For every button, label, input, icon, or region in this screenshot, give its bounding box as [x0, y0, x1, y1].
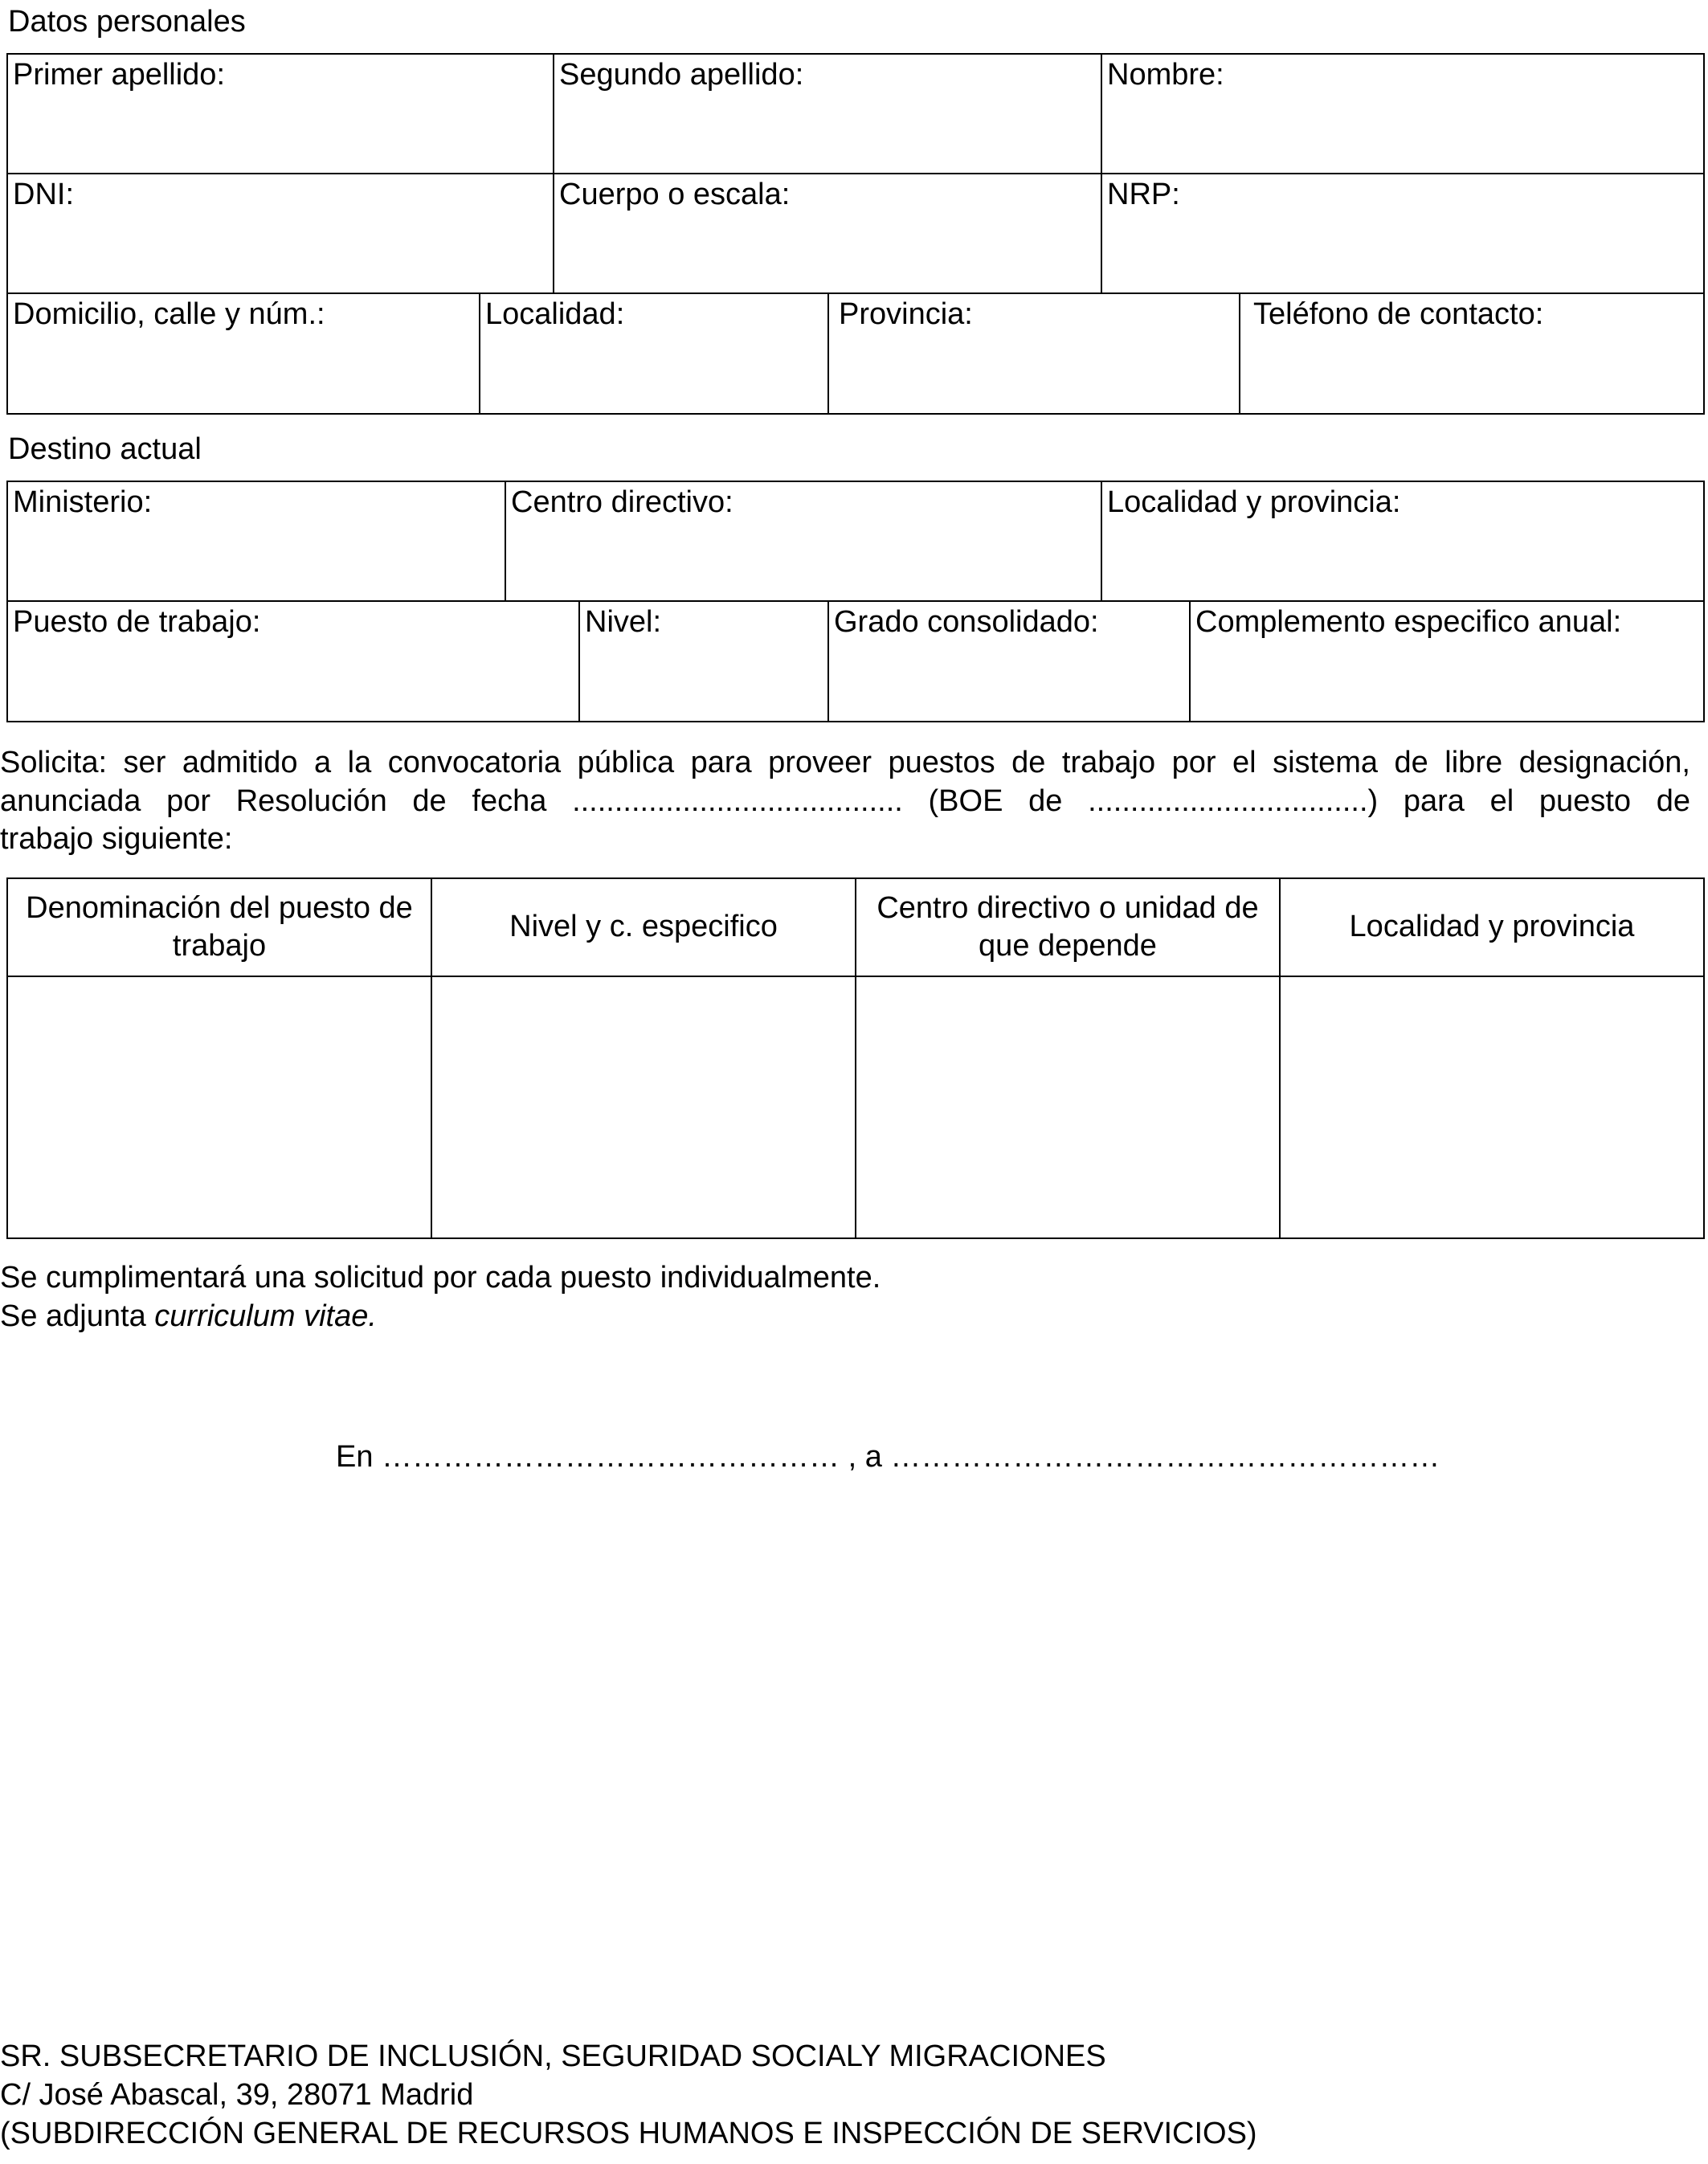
field-ministerio[interactable] — [6, 481, 506, 602]
table-header-localidad: Localidad y provincia — [1279, 877, 1705, 977]
field-label: Centro directivo: — [511, 485, 733, 519]
field-cuerpo-escala[interactable] — [553, 173, 1102, 294]
table-cell-nivel[interactable] — [431, 976, 856, 1239]
field-label: Puesto de trabajo: — [13, 605, 261, 639]
section-title-datos-personales: Datos personales — [8, 5, 246, 39]
field-nrp[interactable] — [1101, 173, 1705, 294]
field-grado-consolidado[interactable] — [827, 600, 1191, 722]
field-primer-apellido[interactable] — [6, 53, 554, 174]
field-label: Teléfono de contacto: — [1253, 297, 1544, 331]
table-cell-denominacion[interactable] — [6, 976, 432, 1239]
field-telefono[interactable] — [1239, 292, 1705, 415]
field-nombre[interactable] — [1101, 53, 1705, 174]
solicita-line-3: trabajo siguiente: — [0, 822, 233, 856]
field-label: Localidad: — [485, 297, 625, 331]
field-provincia[interactable] — [827, 292, 1240, 415]
field-complemento-especifico[interactable] — [1189, 600, 1705, 722]
table-header-nivel: Nivel y c. especifico — [431, 877, 856, 977]
solicita-line-2: anunciada por Resolución de fecha ....................................... (BOE de .................................) para el puesto de — [0, 783, 1690, 818]
field-label: Segundo apellido: — [559, 58, 804, 92]
field-label: Nombre: — [1107, 58, 1224, 92]
table-cell-centro[interactable] — [855, 976, 1281, 1239]
section-title-destino-actual: Destino actual — [8, 432, 202, 466]
field-label: Complemento especifico anual: — [1195, 605, 1622, 639]
lugar-fecha-line[interactable]: En ……………………………………… , a ……………………………………………… — [336, 1440, 1440, 1474]
field-segundo-apellido[interactable] — [553, 53, 1102, 174]
note-curriculum — [0, 1298, 377, 1336]
field-dni[interactable] — [6, 173, 554, 294]
field-label: Domicilio, calle y núm.: — [13, 297, 325, 331]
puesto-table — [6, 877, 1705, 1239]
table-header-denominacion: Denominación del puesto de trabajo — [6, 877, 432, 977]
field-label: Ministerio: — [13, 485, 153, 519]
field-label: Localidad y provincia: — [1107, 485, 1401, 519]
solicita-paragraph — [0, 744, 1690, 859]
field-centro-directivo[interactable] — [505, 481, 1102, 602]
field-label: DNI: — [13, 178, 74, 211]
solicita-line-1: Solicita: ser admitido a la convocatoria pública para proveer puestos de trabajo por el sistema de libre designación, — [0, 746, 1690, 779]
destinatario-cargo: SR. SUBSECRETARIO DE INCLUSIÓN, SEGURIDAD SOCIALY MIGRACIONES — [0, 2039, 1106, 2073]
field-label: Cuerpo o escala: — [559, 178, 791, 211]
field-localidad-provincia[interactable] — [1101, 481, 1705, 602]
field-label: Provincia: — [839, 297, 973, 331]
field-label: Nivel: — [585, 605, 662, 639]
field-localidad[interactable] — [479, 292, 829, 415]
note-solicitud-individual: Se cumplimentará una solicitud por cada puesto individualmente. — [0, 1261, 881, 1295]
destinatario-subdireccion: (SUBDIRECCIÓN GENERAL DE RECURSOS HUMANOS E INSPECCIÓN DE SERVICIOS) — [0, 2117, 1257, 2150]
field-label: Grado consolidado: — [834, 605, 1099, 639]
table-header-centro: Centro directivo o unidad de que depende — [855, 877, 1281, 977]
field-label: Primer apellido: — [13, 58, 225, 92]
field-nivel[interactable] — [578, 600, 829, 722]
note-curriculum-italic: curriculum vitae. — [154, 1299, 377, 1333]
field-domicilio[interactable] — [6, 292, 480, 415]
field-label: NRP: — [1107, 178, 1180, 211]
table-cell-localidad[interactable] — [1279, 976, 1705, 1239]
destinatario-direccion: C/ José Abascal, 39, 28071 Madrid — [0, 2078, 474, 2112]
note-curriculum-prefix: Se adjunta — [0, 1299, 155, 1333]
field-puesto-trabajo[interactable] — [6, 600, 580, 722]
